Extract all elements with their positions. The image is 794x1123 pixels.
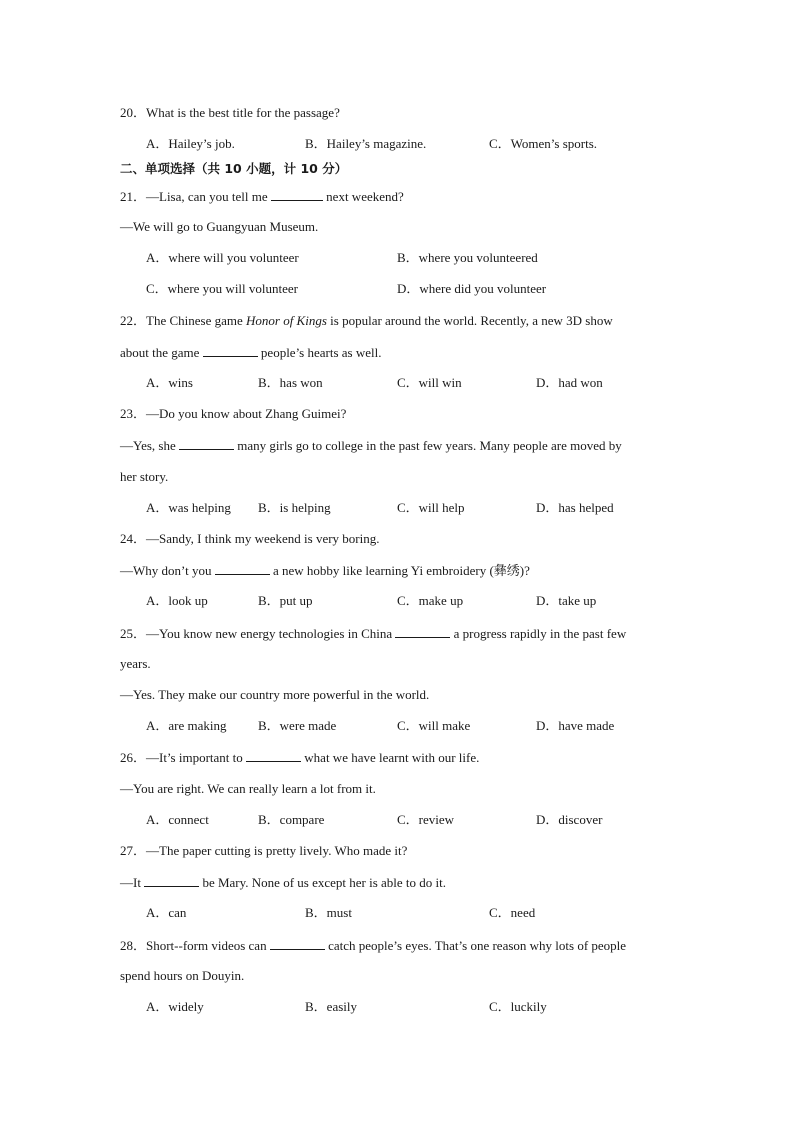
q24-reply [120, 562, 530, 579]
section-heading: 二、单项选择（共 10 小题，计 10 分） [120, 161, 348, 176]
q25-stem [120, 625, 626, 642]
q24-option-c: C．make up [397, 593, 464, 608]
q21-option-b: B．where you volunteered [397, 250, 538, 265]
q24-option-b: B．put up [258, 593, 313, 608]
q21-stem [120, 188, 404, 205]
q21-stem-before: 21．—Lisa, can you tell me [120, 189, 268, 204]
q21-option-a: A．where will you volunteer [146, 250, 299, 265]
q28-option-c: C．luckily [489, 999, 547, 1014]
q22-stem-a: 22．The Chinese game [120, 313, 246, 328]
q25-stem-after: a progress rapidly in the past few [453, 626, 627, 641]
q26-stem-after: what we have learnt with our life. [304, 750, 480, 765]
q27-reply [120, 874, 446, 891]
answer-blank [215, 562, 270, 575]
q20-option-b: B．Hailey’s magazine. [305, 136, 427, 151]
q25-option-c: C．will make [397, 718, 471, 733]
q28-option-b: B．easily [305, 999, 357, 1014]
q23-option-b: B．is helping [258, 500, 331, 515]
q21-reply: —We will go to Guangyuan Museum. [120, 219, 319, 234]
q23-stem: 23．—Do you know about Zhang Guimei? [120, 406, 347, 421]
q25-reply: —Yes. They make our country more powerful in the world. [120, 687, 430, 702]
answer-blank [246, 749, 301, 762]
q23-option-a: A．was helping [146, 500, 231, 515]
q20-option-c: C．Women’s sports. [489, 136, 598, 151]
q24-stem: 24．—Sandy, I think my weekend is very boring. [120, 531, 380, 546]
q20-option-a: A．Hailey’s job. [146, 136, 235, 151]
q25-stem-line2: years. [120, 656, 151, 671]
answer-blank [203, 344, 258, 357]
q24-reply-after: a new hobby like learning Yi embroidery (彝绣)? [272, 563, 530, 578]
q26-stem-before: 26．—It’s important to [120, 750, 243, 765]
q22-line2-before: about the game [120, 345, 200, 360]
q24-option-a: A．look up [146, 593, 208, 608]
q20-stem: 20．What is the best title for the passage? [120, 105, 340, 120]
q25-option-d: D．have made [536, 718, 615, 733]
q28-stem-line2: spend hours on Douyin. [120, 968, 245, 983]
q24-reply-before: —Why don’t you [120, 563, 212, 578]
q27-option-a: A．can [146, 905, 187, 920]
q27-option-b: B．must [305, 905, 352, 920]
q22-option-d: D．had won [536, 375, 603, 390]
answer-blank [179, 437, 234, 450]
q28-option-a: A．widely [146, 999, 204, 1014]
q21-option-c: C．where you will volunteer [146, 281, 298, 296]
q23-option-c: C．will help [397, 500, 465, 515]
q28-stem [120, 937, 626, 954]
q27-stem: 27．—The paper cutting is pretty lively. Who made it? [120, 843, 408, 858]
q25-option-a: A．are making [146, 718, 227, 733]
q27-reply-after: be Mary. None of us except her is able to do it. [202, 875, 447, 890]
q26-option-c: C．review [397, 812, 455, 827]
q23-reply-line2: her story. [120, 469, 169, 484]
q22-option-a: A．wins [146, 375, 193, 390]
answer-blank [270, 937, 325, 950]
q27-option-c: C．need [489, 905, 536, 920]
q21-option-d: D．where did you volunteer [397, 281, 547, 296]
q26-option-a: A．connect [146, 812, 209, 827]
q27-reply-before: —It [120, 875, 141, 890]
q22-stem-b: is popular around the world. Recently, a new 3D show [326, 313, 613, 328]
q26-stem [120, 749, 479, 766]
answer-blank [395, 625, 450, 638]
q23-reply-before: —Yes, she [120, 438, 176, 453]
q22-stem [120, 313, 613, 329]
q26-option-b: B．compare [258, 812, 325, 827]
q23-reply-after: many girls go to college in the past few years. Many people are moved by [237, 438, 622, 453]
q25-option-b: B．were made [258, 718, 337, 733]
q28-stem-after: catch people’s eyes. That’s one reason why lots of people [328, 938, 627, 953]
q25-stem-before: 25．—You know new energy technologies in China [120, 626, 393, 641]
q26-option-d: D．discover [536, 812, 603, 827]
q26-reply: —You are right. We can really learn a lot from it. [120, 781, 376, 796]
answer-blank [271, 188, 323, 201]
q23-reply [120, 437, 622, 454]
q22-option-b: B．has won [258, 375, 323, 390]
q21-stem-after: next weekend? [326, 189, 404, 204]
q24-option-d: D．take up [536, 593, 597, 608]
q28-stem-before: 28．Short--form videos can [120, 938, 267, 953]
answer-blank [144, 874, 199, 887]
q22-line2-after: people’s hearts as well. [260, 345, 382, 360]
q22-game-title: Honor of Kings [246, 313, 327, 328]
q23-option-d: D．has helped [536, 500, 614, 515]
q22-option-c: C．will win [397, 375, 462, 390]
q22-stem-line2 [120, 344, 382, 361]
